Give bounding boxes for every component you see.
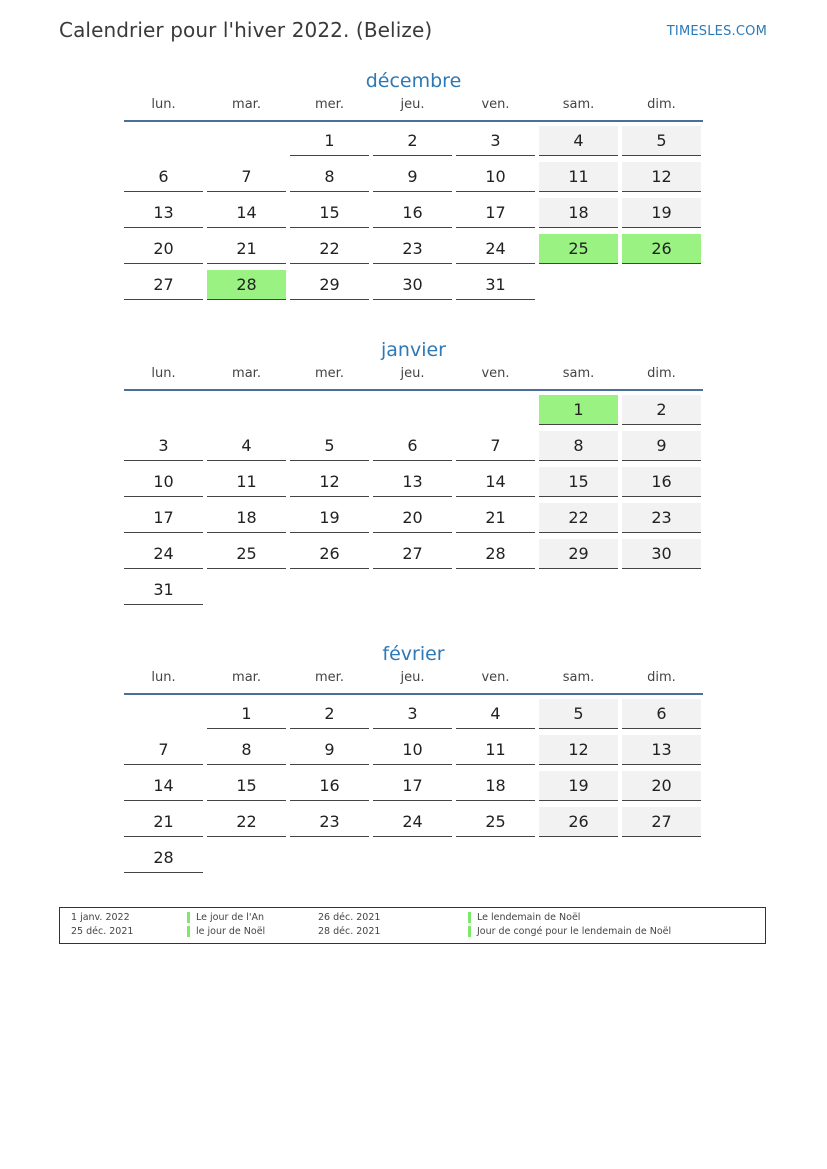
legend-holiday-name: Jour de congé pour le lendemain de Noël [468, 926, 671, 937]
day-cell[interactable]: 28 [456, 539, 535, 569]
day-cell[interactable]: 15 [539, 467, 618, 497]
day-cell[interactable]: 29 [539, 539, 618, 569]
day-cell[interactable]: 27 [124, 270, 203, 300]
day-cell[interactable]: 20 [124, 234, 203, 264]
day-cell[interactable]: 29 [290, 270, 369, 300]
day-cell[interactable]: 6 [622, 699, 701, 729]
legend-date: 28 déc. 2021 [318, 926, 381, 937]
day-cell[interactable]: 24 [456, 234, 535, 264]
weekday-label: ven. [481, 366, 510, 381]
weekday-header [124, 98, 703, 122]
holiday-day-cell[interactable]: 26 [622, 234, 701, 264]
weekday-label: lun. [151, 97, 176, 112]
empty-cell [373, 395, 452, 425]
weekday-label: jeu. [400, 97, 425, 112]
month-name: janvier [381, 339, 446, 361]
day-cell[interactable]: 10 [456, 162, 535, 192]
day-cell[interactable]: 16 [290, 771, 369, 801]
day-cell[interactable]: 2 [622, 395, 701, 425]
day-cell[interactable]: 13 [373, 467, 452, 497]
day-cell[interactable]: 17 [373, 771, 452, 801]
weekday-label: ven. [481, 97, 510, 112]
day-cell[interactable]: 12 [539, 735, 618, 765]
day-cell[interactable]: 11 [539, 162, 618, 192]
weekday-label: sam. [562, 97, 595, 112]
day-cell[interactable]: 5 [539, 699, 618, 729]
day-cell[interactable]: 19 [622, 198, 701, 228]
day-cell[interactable]: 21 [207, 234, 286, 264]
empty-cell [290, 395, 369, 425]
day-cell[interactable]: 17 [456, 198, 535, 228]
day-cell[interactable]: 7 [124, 735, 203, 765]
day-cell[interactable]: 26 [539, 807, 618, 837]
day-cell[interactable]: 5 [622, 126, 701, 156]
day-cell[interactable]: 9 [373, 162, 452, 192]
month-name: février [382, 643, 445, 665]
day-cell[interactable]: 23 [290, 807, 369, 837]
day-cell[interactable]: 4 [207, 431, 286, 461]
weekday-label: jeu. [400, 670, 425, 685]
day-cell[interactable]: 5 [290, 431, 369, 461]
day-cell[interactable]: 8 [290, 162, 369, 192]
day-cell[interactable]: 4 [539, 126, 618, 156]
day-cell[interactable]: 18 [456, 771, 535, 801]
day-cell[interactable]: 6 [124, 162, 203, 192]
day-cell[interactable]: 15 [290, 198, 369, 228]
day-cell[interactable]: 12 [622, 162, 701, 192]
weekday-label: sam. [562, 670, 595, 685]
day-cell[interactable]: 11 [456, 735, 535, 765]
weekday-label: mer. [315, 670, 344, 685]
day-cell[interactable]: 4 [456, 699, 535, 729]
legend-date: 25 déc. 2021 [71, 926, 134, 937]
day-cell[interactable]: 13 [124, 198, 203, 228]
day-cell[interactable]: 19 [539, 771, 618, 801]
day-cell[interactable]: 18 [207, 503, 286, 533]
legend-date: 1 janv. 2022 [71, 912, 130, 923]
day-cell[interactable]: 30 [373, 270, 452, 300]
weekday-header [124, 671, 703, 695]
day-grid [124, 395, 703, 605]
day-cell[interactable]: 21 [456, 503, 535, 533]
legend-holiday-name: Le lendemain de Noël [468, 912, 580, 923]
day-cell[interactable]: 11 [207, 467, 286, 497]
weekday-label: mer. [315, 97, 344, 112]
day-cell[interactable]: 12 [290, 467, 369, 497]
day-cell[interactable]: 19 [290, 503, 369, 533]
page-title: Calendrier pour l'hiver 2022. (Belize) [59, 18, 433, 42]
empty-cell [207, 126, 286, 156]
day-cell[interactable]: 25 [456, 807, 535, 837]
day-cell[interactable]: 8 [539, 431, 618, 461]
day-cell[interactable]: 10 [373, 735, 452, 765]
day-cell[interactable]: 9 [290, 735, 369, 765]
day-cell[interactable]: 13 [622, 735, 701, 765]
empty-cell [124, 395, 203, 425]
day-cell[interactable]: 22 [539, 503, 618, 533]
day-cell[interactable]: 21 [124, 807, 203, 837]
day-cell[interactable]: 26 [290, 539, 369, 569]
weekday-label: jeu. [400, 366, 425, 381]
day-cell[interactable]: 28 [124, 843, 203, 873]
weekday-header [124, 367, 703, 391]
day-grid [124, 699, 703, 873]
month-december [124, 68, 703, 300]
day-cell[interactable]: 14 [124, 771, 203, 801]
weekday-label: mar. [232, 670, 261, 685]
weekday-label: dim. [647, 366, 676, 381]
day-cell[interactable]: 6 [373, 431, 452, 461]
legend-holiday-name: le jour de Noël [187, 926, 265, 937]
day-grid [124, 126, 703, 300]
empty-cell [124, 699, 203, 729]
legend-holiday-name: Le jour de l'An [187, 912, 264, 923]
day-cell[interactable]: 9 [622, 431, 701, 461]
day-cell[interactable]: 16 [622, 467, 701, 497]
weekday-label: lun. [151, 670, 176, 685]
site-link[interactable]: TIMESLES.COM [666, 24, 767, 39]
weekday-label: sam. [562, 366, 595, 381]
day-cell[interactable]: 27 [373, 539, 452, 569]
day-cell[interactable]: 20 [373, 503, 452, 533]
day-cell[interactable]: 3 [373, 699, 452, 729]
day-cell[interactable]: 20 [622, 771, 701, 801]
day-cell[interactable]: 1 [290, 126, 369, 156]
weekday-label: lun. [151, 366, 176, 381]
day-cell[interactable]: 1 [207, 699, 286, 729]
day-cell[interactable]: 27 [622, 807, 701, 837]
day-cell[interactable]: 22 [290, 234, 369, 264]
holiday-legend [59, 907, 766, 944]
day-cell[interactable]: 30 [622, 539, 701, 569]
weekday-label: mar. [232, 366, 261, 381]
day-cell[interactable]: 3 [456, 126, 535, 156]
empty-cell [456, 395, 535, 425]
holiday-day-cell[interactable]: 28 [207, 270, 286, 300]
day-cell[interactable]: 17 [124, 503, 203, 533]
day-cell[interactable]: 22 [207, 807, 286, 837]
day-cell[interactable]: 10 [124, 467, 203, 497]
weekday-label: dim. [647, 670, 676, 685]
empty-cell [207, 395, 286, 425]
weekday-label: dim. [647, 97, 676, 112]
day-cell[interactable]: 31 [124, 575, 203, 605]
weekday-label: mar. [232, 97, 261, 112]
day-cell[interactable]: 14 [207, 198, 286, 228]
day-cell[interactable]: 2 [290, 699, 369, 729]
holiday-day-cell[interactable]: 25 [539, 234, 618, 264]
day-cell[interactable]: 7 [207, 162, 286, 192]
day-cell[interactable]: 23 [622, 503, 701, 533]
day-cell[interactable]: 25 [207, 539, 286, 569]
day-cell[interactable]: 2 [373, 126, 452, 156]
day-cell[interactable]: 24 [124, 539, 203, 569]
day-cell[interactable]: 14 [456, 467, 535, 497]
holiday-day-cell[interactable]: 1 [539, 395, 618, 425]
weekday-label: mer. [315, 366, 344, 381]
legend-date: 26 déc. 2021 [318, 912, 381, 923]
day-cell[interactable]: 3 [124, 431, 203, 461]
month-january [124, 337, 703, 605]
day-cell[interactable]: 18 [539, 198, 618, 228]
month-name: décembre [365, 70, 462, 92]
empty-cell [124, 126, 203, 156]
month-february [124, 641, 703, 873]
day-cell[interactable]: 23 [373, 234, 452, 264]
day-cell[interactable]: 7 [456, 431, 535, 461]
day-cell[interactable]: 15 [207, 771, 286, 801]
weekday-label: ven. [481, 670, 510, 685]
day-cell[interactable]: 24 [373, 807, 452, 837]
day-cell[interactable]: 8 [207, 735, 286, 765]
day-cell[interactable]: 16 [373, 198, 452, 228]
day-cell[interactable]: 31 [456, 270, 535, 300]
